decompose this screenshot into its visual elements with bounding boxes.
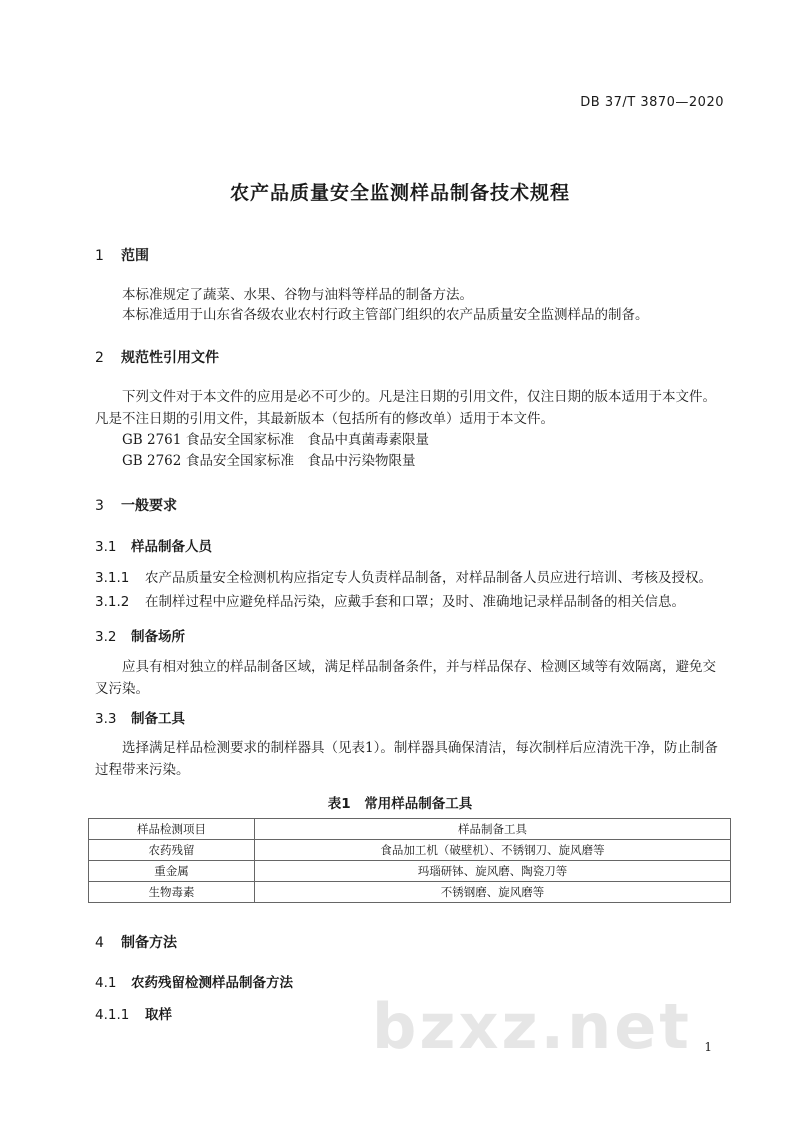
document-title: 农产品质量安全监测样品制备技术规程 xyxy=(229,182,570,204)
subsection-title: 样品制备人员 xyxy=(131,539,212,555)
clause-text: 农产品质量安全检测机构应指定专人负责样品制备，对样品制备人员应进行培训、考核及授权。 xyxy=(145,570,712,586)
subsection-number: 3.1 xyxy=(95,539,117,555)
subsection-number: 3.3 xyxy=(95,711,117,727)
section-title: 一般要求 xyxy=(121,498,177,514)
reference-name: 食品安全国家标准 食品中污染物限量 xyxy=(186,453,416,469)
tools-table xyxy=(88,818,731,903)
reference-code: GB 2762 xyxy=(122,453,182,469)
paragraph: 应具有相对独立的样品制备区域，满足样品制备条件，并与样品保存、检测区域等有效隔离，避免交叉污染。 xyxy=(95,659,716,697)
subsection-3-1-heading xyxy=(95,535,212,555)
section-title: 范围 xyxy=(121,248,149,264)
clause-3-1-2 xyxy=(95,591,685,613)
clause-number: 3.1.2 xyxy=(95,594,130,610)
page-number: 1 xyxy=(704,1040,712,1054)
section-4-heading xyxy=(95,932,177,952)
section-number: 1 xyxy=(95,248,104,264)
table-caption: 表1 常用样品制备工具 xyxy=(327,796,473,812)
clause-number: 3.1.1 xyxy=(95,570,130,586)
table-cell: 重金属 xyxy=(89,861,255,882)
column-header: 样品制备工具 xyxy=(255,819,731,840)
subsection-number: 3.2 xyxy=(95,629,117,645)
paragraph: 本标准适用于山东省各级农业农村行政主管部门组织的农产品质量安全监测样品的制备。 xyxy=(122,307,649,323)
subsection-title: 制备场所 xyxy=(131,629,185,645)
subsection-title: 制备工具 xyxy=(131,711,185,727)
table-cell: 不锈钢磨、旋风磨等 xyxy=(255,882,731,903)
reference-code: GB 2761 xyxy=(122,432,182,448)
section-1-heading xyxy=(95,245,149,265)
section-2-heading xyxy=(95,347,219,367)
reference-item xyxy=(122,429,429,451)
document-code: DB 37/T 3870—2020 xyxy=(580,95,724,110)
table-row xyxy=(89,840,731,861)
column-header: 样品检测项目 xyxy=(89,819,255,840)
clause-4-1-1-heading xyxy=(95,1003,172,1023)
section-number: 3 xyxy=(95,498,104,514)
clause-3-1-1 xyxy=(95,567,712,589)
table-cell: 食品加工机（破壁机）、不锈钢刀、旋风磨等 xyxy=(255,840,731,861)
subsection-3-3-heading xyxy=(95,707,185,727)
table-row xyxy=(89,861,731,882)
clause-number: 4.1.1 xyxy=(95,1007,130,1023)
section-number: 4 xyxy=(95,935,104,951)
subsection-3-2-heading xyxy=(95,625,185,645)
table-row xyxy=(89,882,731,903)
reference-item xyxy=(122,450,416,472)
table-cell: 玛瑙研钵、旋风磨、陶瓷刀等 xyxy=(255,861,731,882)
table-cell: 农药残留 xyxy=(89,840,255,861)
reference-name: 食品安全国家标准 食品中真菌毒素限量 xyxy=(186,432,429,448)
paragraph: 选择满足样品检测要求的制样器具（见表1）。制样器具确保清洁，每次制样后应清洗干净，防止制备过程带来污染。 xyxy=(95,740,718,778)
paragraph: 本标准规定了蔬菜、水果、谷物与油料等样品的制备方法。 xyxy=(122,287,473,303)
section-title: 规范性引用文件 xyxy=(121,350,219,366)
clause-title: 取样 xyxy=(145,1007,172,1023)
section-3-heading xyxy=(95,495,177,515)
subsection-title: 农药残留检测样品制备方法 xyxy=(131,975,293,991)
clause-text: 在制样过程中应避免样品污染，应戴手套和口罩；及时、准确地记录样品制备的相关信息。 xyxy=(145,594,685,610)
section-number: 2 xyxy=(95,350,104,366)
subsection-number: 4.1 xyxy=(95,975,117,991)
table-cell: 生物毒素 xyxy=(89,882,255,903)
subsection-4-1-heading xyxy=(95,971,293,991)
watermark: bzxz.net xyxy=(372,990,692,1063)
table-header-row xyxy=(89,819,731,840)
section-title: 制备方法 xyxy=(121,935,177,951)
intro-paragraph: 下列文件对于本文件的应用是必不可少的。凡是注日期的引用文件，仅注日期的版本适用于本文件。凡是不注日期的引用文件，其最新版本（包括所有的修改单）适用于本文件。 xyxy=(95,389,716,427)
